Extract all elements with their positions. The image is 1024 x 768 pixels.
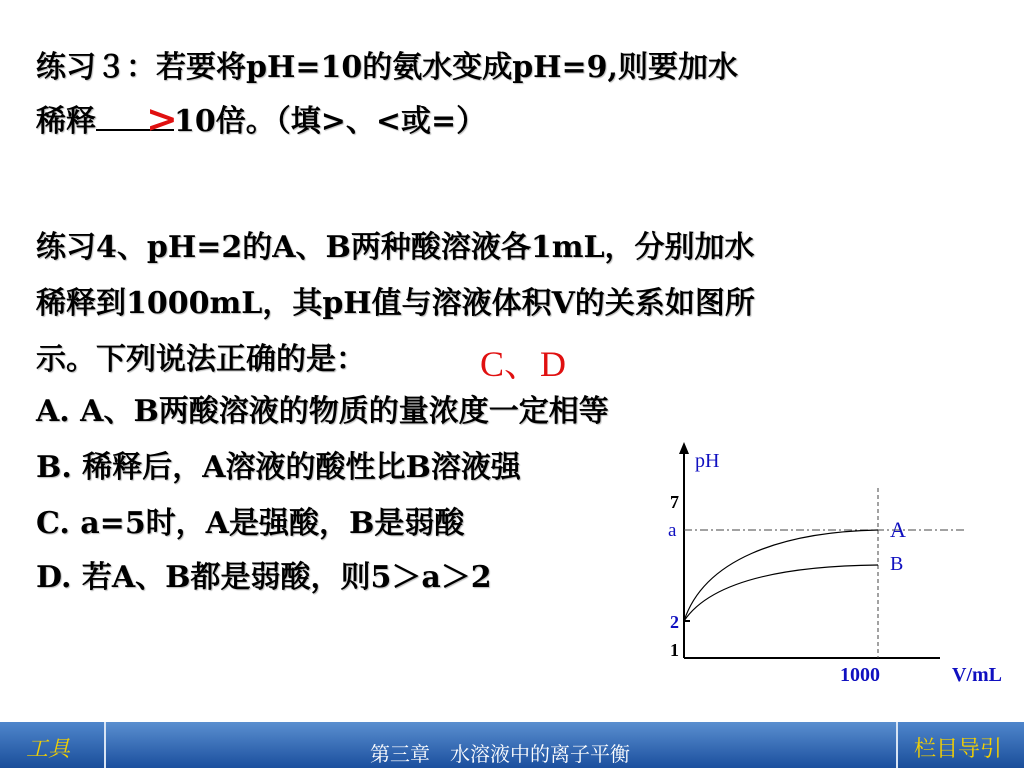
- y-tick-a: a: [668, 520, 677, 541]
- option-a: A. A、B两酸溶液的物质的量浓度一定相等: [36, 394, 609, 429]
- x-tick-1000: 1000: [840, 664, 880, 686]
- curve-a-label: A: [890, 517, 906, 542]
- y-tick-7: 7: [670, 492, 679, 512]
- y-axis-label: pH: [695, 450, 720, 472]
- chapter-title: 第三章 水溶液中的离子平衡: [370, 742, 630, 766]
- curve-a: [684, 530, 878, 621]
- nav-label: 栏目导引: [914, 737, 1003, 762]
- exercise4-line3: 示。下列说法正确的是：: [36, 342, 366, 377]
- exercise4-line1: 练习4、pH=2的A、B两种酸溶液各1mL，分别加水: [36, 230, 755, 265]
- exercise4-answer: C、D: [480, 344, 567, 384]
- nav-button[interactable]: [896, 722, 1024, 768]
- curve-b-label: B: [890, 553, 904, 575]
- ph-volume-graph: [640, 440, 1024, 690]
- exercise3-line2-post: 10倍。（填>、<或=）: [174, 104, 487, 139]
- exercise3-line2-pre: 稀释: [36, 104, 96, 139]
- tool-button[interactable]: [0, 722, 106, 768]
- exercise3-line1: 练习３：若要将pH=10的氨水变成pH=9,则要加水: [36, 50, 738, 85]
- x-axis-label: V/mL: [952, 664, 1002, 686]
- y-tick-2: 2: [670, 612, 679, 632]
- exercise3-answer: >: [146, 96, 178, 141]
- option-d: D. 若A、B都是弱酸，则5＞a＞2: [36, 560, 492, 595]
- y-tick-1: 1: [670, 640, 679, 660]
- option-b: B. 稀释后，A溶液的酸性比B溶液强: [36, 450, 521, 485]
- curve-b: [684, 565, 878, 621]
- exercise3-line2: [36, 96, 486, 140]
- y-axis-arrow: [679, 442, 689, 454]
- tool-label: 工具: [26, 737, 71, 762]
- exercise4-line2: 稀释到1000mL，其pH值与溶液体积V的关系如图所: [36, 286, 755, 321]
- option-c: C. a=5时，A是强酸，B是弱酸: [36, 506, 465, 541]
